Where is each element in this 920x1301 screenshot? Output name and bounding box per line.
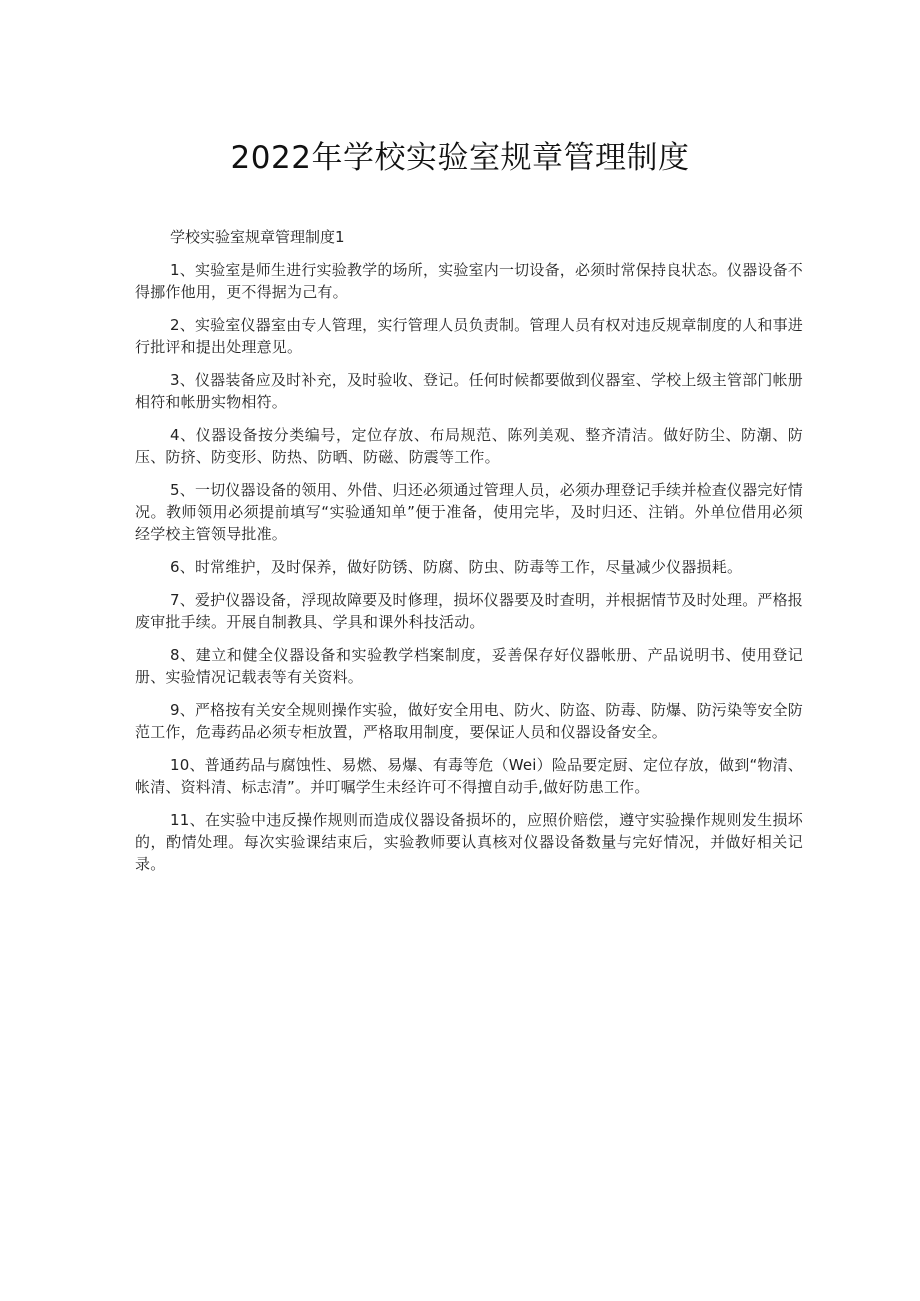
paragraph-6: 6、时常维护，及时保养，做好防锈、防腐、防虫、防毒等工作，尽量减少仪器损耗。 [170,558,743,576]
paragraph-9: 9、严格按有关安全规则操作实验，做好安全用电、防火、防盗、防毒、防爆、防污染等安全防范工作，危毒药品必须专柜放置，严格取用制度，要保证人员和仪器设备安全。 [135,701,803,741]
paragraph-1: 1、实验室是师生进行实验教学的场所，实验室内一切设备，必须时常保持良状态。仪器设备不得挪作他用，更不得据为己有。 [135,261,803,301]
paragraph-8: 8、建立和健全仪器设备和实验教学档案制度，妥善保存好仪器帐册、产品说明书、使用登记册、实验情况记载表等有关资料。 [135,646,803,686]
document-body [135,226,803,886]
paragraph-5: 5、一切仪器设备的领用、外借、归还必须通过管理人员，必须办理登记手续并检查仪器完好情况。教师领用必须提前填写“实验通知单”便于准备，使用完毕，及时归还、注销。外单位借用必须经学校主管领导批准。 [135,481,803,543]
paragraph-10: 10、普通药品与腐蚀性、易燃、易爆、有毒等危（Wei）险品要定厨、定位存放，做到“物清、帐清、资料清、标志清”。并叮嘱学生未经许可不得擅自动手,做好防患工作。 [135,756,804,796]
paragraph-7: 7、爱护仪器设备，浮现故障要及时修理，损坏仪器要及时查明，并根据情节及时处理。严格报废审批手续。开展自制教具、学具和课外科技活动。 [135,591,803,631]
paragraph-11: 11、在实验中违反操作规则而造成仪器设备损坏的，应照价赔偿，遵守实验操作规则发生损坏的，酌情处理。每次实验课结束后，实验教师要认真核对仪器设备数量与完好情况，并做好相关记录。 [135,811,803,873]
document-title: 2022年学校实验室规章管理制度 [230,140,690,176]
paragraph-2: 2、实验室仪器室由专人管理，实行管理人员负责制。管理人员有权对违反规章制度的人和事进行批评和提出处理意见。 [135,316,803,356]
paragraph-3: 3、仪器装备应及时补充，及时验收、登记。任何时候都要做到仪器室、学校上级主管部门帐册相符和帐册实物相符。 [135,371,803,411]
section-subtitle: 学校实验室规章管理制度1 [170,228,345,246]
paragraph-4: 4、仪器设备按分类编号，定位存放、布局规范、陈列美观、整齐清洁。做好防尘、防潮、防压、防挤、防变形、防热、防晒、防磁、防震等工作。 [135,426,803,466]
